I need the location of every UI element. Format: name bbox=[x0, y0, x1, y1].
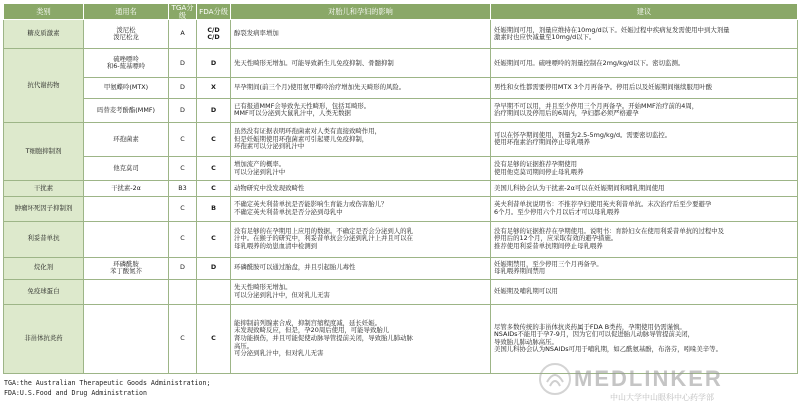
fda-category-cell bbox=[197, 49, 231, 78]
generic-name-line: 苯丁酸氮芥 bbox=[110, 267, 142, 276]
watermark-subtitle: 中山大学中山眼科中心药学部 bbox=[610, 393, 714, 402]
fetal-effect-cell bbox=[231, 78, 491, 98]
footnote-tga: TGA:the Australian Therapeutic Goods Administration; bbox=[4, 379, 211, 387]
fetal-effect-line: 环磷酰胺可以通过胎盘，并且引起胎儿毒性 bbox=[234, 263, 356, 272]
fetal-effect-line: MMF可以分泌到大鼠乳汁中，人类无数据 bbox=[234, 109, 351, 118]
advice-line: 美国儿科协会认为干扰素-2α可以在妊娠期间和哺乳期间使用 bbox=[494, 183, 665, 192]
advice-line: 没有足够的证据推荐在孕期使用。说明书：育龄妇女在使用利妥昔单抗的过程中及 bbox=[494, 226, 725, 235]
fda-category-line: C bbox=[211, 333, 216, 342]
fda-category-line: C/D bbox=[207, 25, 220, 34]
fetal-effect-line: 可以分泌到乳汁中 bbox=[234, 167, 286, 176]
generic-name-line: 泼尼松龙 bbox=[113, 33, 139, 42]
generic-name-cell bbox=[84, 78, 169, 98]
advice-line: 妊娠期及哺乳期可以用 bbox=[494, 286, 558, 295]
fetal-effect-line: 不确定英夫利昔单抗是否分泌到母乳中 bbox=[234, 207, 343, 216]
generic-name-cell bbox=[84, 279, 169, 304]
tga-category-cell: B3 bbox=[169, 181, 197, 197]
fetal-effect-cell bbox=[231, 20, 491, 49]
fda-category-line: D bbox=[210, 105, 217, 114]
fda-category-cell bbox=[197, 78, 231, 98]
fda-category-line: C bbox=[211, 234, 216, 243]
fetal-effect-line: 能抑制前列腺素合成，抑制宫缩程度减，延长妊娠。 bbox=[234, 318, 381, 327]
header-tga: TGA分级 bbox=[169, 4, 197, 20]
fda-category-cell bbox=[197, 123, 231, 157]
advice-line: 妊娠期禁用，至少停用三个月再备孕。 bbox=[494, 259, 603, 268]
drug-class-cell: 烷化剂 bbox=[4, 257, 84, 279]
table-row bbox=[4, 98, 798, 123]
fetal-effect-line: 醇裂发病率增加 bbox=[234, 29, 279, 38]
fda-category-cell bbox=[197, 20, 231, 49]
fda-category-line: C bbox=[211, 183, 216, 192]
generic-name-line: 泼尼松 bbox=[116, 25, 136, 34]
fetal-effect-line: 动物研究中没发现致畸性 bbox=[234, 183, 305, 192]
fetal-effect-line: 先天性畸形无增加。可能导致新生儿免疫抑制、骨髓抑制 bbox=[234, 58, 394, 67]
generic-name-cell bbox=[84, 221, 169, 257]
advice-cell bbox=[491, 221, 798, 257]
advice-cell bbox=[491, 197, 798, 222]
table-row bbox=[4, 20, 798, 49]
header-class: 类别 bbox=[4, 4, 84, 20]
fda-category-line: C bbox=[211, 163, 216, 172]
table-row bbox=[4, 257, 798, 279]
advice-line: 6个月。至少停用六个月以后才可以母乳喂养 bbox=[494, 207, 620, 216]
fetal-effect-cell bbox=[231, 181, 491, 197]
advice-cell bbox=[491, 20, 798, 49]
advice-line: 美国儿科协会认为NSAIDs可用于哺乳期，如乙酰氨基酚，布洛芬，吲哚美辛等。 bbox=[494, 345, 722, 354]
generic-name-cell bbox=[84, 197, 169, 222]
table-row bbox=[4, 156, 798, 181]
table-row bbox=[4, 197, 798, 222]
header-fda: FDA分级 bbox=[197, 4, 231, 20]
generic-name-cell bbox=[84, 156, 169, 181]
fetal-effect-cell bbox=[231, 98, 491, 123]
fda-category-line: D bbox=[210, 263, 217, 272]
fda-category-line: B bbox=[211, 204, 216, 213]
generic-name-line: 甲氨蝶呤(MTX) bbox=[103, 83, 149, 92]
fda-category-cell bbox=[197, 197, 231, 222]
generic-name-cell bbox=[84, 98, 169, 123]
generic-name-line: 环磷酰胺 bbox=[113, 259, 139, 268]
generic-name-cell bbox=[84, 181, 169, 197]
fetal-effect-line: 环孢素可以分泌到乳汁中 bbox=[234, 142, 305, 151]
drug-safety-table bbox=[3, 3, 798, 374]
header-advice: 建议 bbox=[491, 4, 798, 20]
generic-name-cell bbox=[84, 304, 169, 373]
fetal-effect-line: 可以分泌到乳汁中，但对乳儿无害 bbox=[234, 290, 330, 299]
table-row bbox=[4, 49, 798, 78]
advice-cell bbox=[491, 304, 798, 373]
watermark-logo-icon bbox=[538, 362, 572, 396]
fda-category-cell bbox=[197, 181, 231, 197]
header-effect: 对胎儿和孕妇的影响 bbox=[231, 4, 491, 20]
drug-class-cell: 免疫球蛋白 bbox=[4, 279, 84, 304]
fetal-effect-line: 先天性畸形无增加。 bbox=[234, 283, 292, 292]
drug-class-cell: 抗代谢药物 bbox=[4, 49, 84, 123]
advice-line: 妊娠期间可用，剂量应维持在10mg/d以下。妊娠过程中疾病复发需使用中到大剂量 bbox=[494, 25, 730, 34]
advice-line: 停用后的12个月，应采取有效的避孕措施。 bbox=[494, 234, 618, 243]
fetal-effect-line: 肾功能损伤，并且可能促使动脉导管提前关闭，导致胎儿肺动脉 bbox=[234, 333, 413, 342]
advice-line: 可以在怀孕期间使用，剂量为2.5-5mg/kg/d。需要密切监控。 bbox=[494, 130, 672, 139]
table-row bbox=[4, 181, 798, 197]
advice-cell bbox=[491, 257, 798, 279]
table-row bbox=[4, 123, 798, 157]
tga-category-cell: C bbox=[169, 304, 197, 373]
tga-category-cell: C bbox=[169, 123, 197, 157]
fetal-effect-line: 可分泌到乳汁中，但对乳儿无害 bbox=[234, 349, 324, 358]
fetal-effect-line: 已有报道MMF会导致先天性畸形，包括耳畸形。 bbox=[234, 101, 371, 110]
watermark-brand: MEDLINKER bbox=[574, 366, 723, 391]
fda-category-cell bbox=[197, 257, 231, 279]
advice-line: 孕早期不可以用，并且至少停用三个月再备孕。开始MMF治疗前的4周， bbox=[494, 101, 699, 110]
fda-category-cell bbox=[197, 98, 231, 123]
tga-category-cell: A bbox=[169, 20, 197, 49]
advice-cell bbox=[491, 156, 798, 181]
table-row bbox=[4, 221, 798, 257]
advice-line: 激素时也应快减量至10mg/d以下。 bbox=[494, 33, 596, 42]
drug-class-cell: 糖皮质激素 bbox=[4, 20, 84, 49]
drug-class-cell: 非甾体抗炎药 bbox=[4, 304, 84, 373]
advice-line: 使用环孢素治疗期间停止母乳喂养 bbox=[494, 138, 590, 147]
table-header-row bbox=[4, 4, 798, 20]
fetal-effect-cell bbox=[231, 49, 491, 78]
drug-class-cell: 干扰素 bbox=[4, 181, 84, 197]
advice-cell bbox=[491, 49, 798, 78]
advice-cell bbox=[491, 279, 798, 304]
table-row bbox=[4, 279, 798, 304]
header-generic-name: 通用名 bbox=[84, 4, 169, 20]
fetal-effect-cell bbox=[231, 197, 491, 222]
fetal-effect-line: 不确定英夫利昔单抗是否能影响生育能力或伤害胎儿？ bbox=[234, 200, 388, 209]
generic-name-line: 环孢菌素 bbox=[113, 134, 139, 143]
generic-name-line: 吗替麦考酚酯(MMF) bbox=[96, 105, 156, 114]
advice-cell bbox=[491, 123, 798, 157]
generic-name-cell bbox=[84, 257, 169, 279]
advice-line: 导致胎儿肺动脉高压。 bbox=[494, 337, 558, 346]
fetal-effect-cell bbox=[231, 156, 491, 181]
fda-category-line: D bbox=[210, 58, 217, 67]
tga-category-cell: D bbox=[169, 49, 197, 78]
fetal-effect-line: 虽然没有证据表明环孢菌素对人类有直接致畸作用， bbox=[234, 127, 381, 136]
advice-line: NSAIDs不能用于孕7-9月，因为它们可以促进胎儿动脉导管提前关闭， bbox=[494, 330, 695, 339]
fda-category-cell bbox=[197, 279, 231, 304]
advice-line: 妊娠期间可用。硫唑嘌呤的剂量控制在2mg/kg/d以下。密切监测。 bbox=[494, 58, 685, 67]
fda-category-line: C bbox=[211, 134, 216, 143]
advice-line: 没有足够的证据推荐孕期使用 bbox=[494, 159, 578, 168]
generic-name-line: 他克莫司 bbox=[113, 163, 139, 172]
advice-line: 男性和女性都需要停用MTX 3个月再备孕。停用后以及妊娠期间继续服用叶酸 bbox=[494, 83, 713, 92]
drug-class-cell: 利妥昔单抗 bbox=[4, 221, 84, 257]
fetal-effect-line: 增加流产的概率。 bbox=[234, 159, 286, 168]
fetal-effect-cell bbox=[231, 304, 491, 373]
fda-category-cell bbox=[197, 304, 231, 373]
generic-name-cell bbox=[84, 123, 169, 157]
fetal-effect-line: 没有足够的在孕期用上应用的数据。不确定是否会分泌到人的乳 bbox=[234, 226, 413, 235]
advice-cell bbox=[491, 98, 798, 123]
tga-category-cell: C bbox=[169, 221, 197, 257]
advice-line: 英夫利昔单抗说明书：不推荐孕妇使用英夫利昔单抗。末次治疗后至少要避孕 bbox=[494, 200, 712, 209]
fetal-effect-cell bbox=[231, 221, 491, 257]
generic-name-cell bbox=[84, 20, 169, 49]
fetal-effect-line: 汁中。在猴子的研究中，利妥昔单抗会分泌到乳汁上并且可以在 bbox=[234, 234, 413, 243]
advice-line: 推荐使用利妥昔单抗期间停止母乳喂养 bbox=[494, 241, 603, 250]
table-row bbox=[4, 78, 798, 98]
fda-category-line: C/D bbox=[207, 33, 220, 42]
fetal-effect-cell bbox=[231, 257, 491, 279]
advice-cell bbox=[491, 181, 798, 197]
fetal-effect-cell bbox=[231, 123, 491, 157]
fetal-effect-line: 母乳喂养的幼崽血清中检测到 bbox=[234, 241, 318, 250]
generic-name-cell bbox=[84, 49, 169, 78]
footnotes bbox=[4, 378, 210, 398]
table-row bbox=[4, 304, 798, 373]
fda-category-cell bbox=[197, 221, 231, 257]
tga-category-cell: D bbox=[169, 257, 197, 279]
advice-line: 尽管多数传统的非甾体抗炎药属于FDA B类药，孕期使用仍需谨慎。 bbox=[494, 322, 686, 331]
fetal-effect-line: 未发现致畸反应，但是，孕20周后使用，可能导致胎儿 bbox=[234, 326, 390, 335]
tga-category-cell: D bbox=[169, 78, 197, 98]
drug-class-cell: 肿瘤坏死因子抑制剂 bbox=[4, 197, 84, 222]
generic-name-line: 干扰素-2α bbox=[111, 183, 141, 192]
footnote-fda: FDA:U.S.Food and Drug Administration bbox=[4, 389, 147, 397]
tga-category-cell: D bbox=[169, 98, 197, 123]
tga-category-cell: C bbox=[169, 156, 197, 181]
generic-name-line: 和6-巯基嘌呤 bbox=[106, 62, 146, 71]
advice-line: 治疗期间以及停用后的6周内，孕妇都必须严格避孕 bbox=[494, 109, 639, 118]
fetal-effect-line: 高压。 bbox=[234, 341, 254, 350]
advice-line: 使用他克莫司期间停止母乳喂养 bbox=[494, 167, 584, 176]
advice-line: 母乳喂养期间禁用 bbox=[494, 267, 546, 276]
drug-class-cell: T细胞抑制剂 bbox=[4, 123, 84, 181]
fetal-effect-line: 但是妊娠期使用环孢菌素可引起婴儿免疫抑制， bbox=[234, 134, 369, 143]
tga-category-cell bbox=[169, 279, 197, 304]
advice-cell bbox=[491, 78, 798, 98]
fetal-effect-line: 早孕期间(前三个月)使用氨甲蝶呤治疗增加先天畸形的风险。 bbox=[234, 83, 406, 92]
fetal-effect-cell bbox=[231, 279, 491, 304]
fda-category-line: X bbox=[211, 83, 216, 92]
generic-name-line: 硫唑嘌呤 bbox=[113, 54, 139, 63]
tga-category-cell: C bbox=[169, 197, 197, 222]
fda-category-cell bbox=[197, 156, 231, 181]
